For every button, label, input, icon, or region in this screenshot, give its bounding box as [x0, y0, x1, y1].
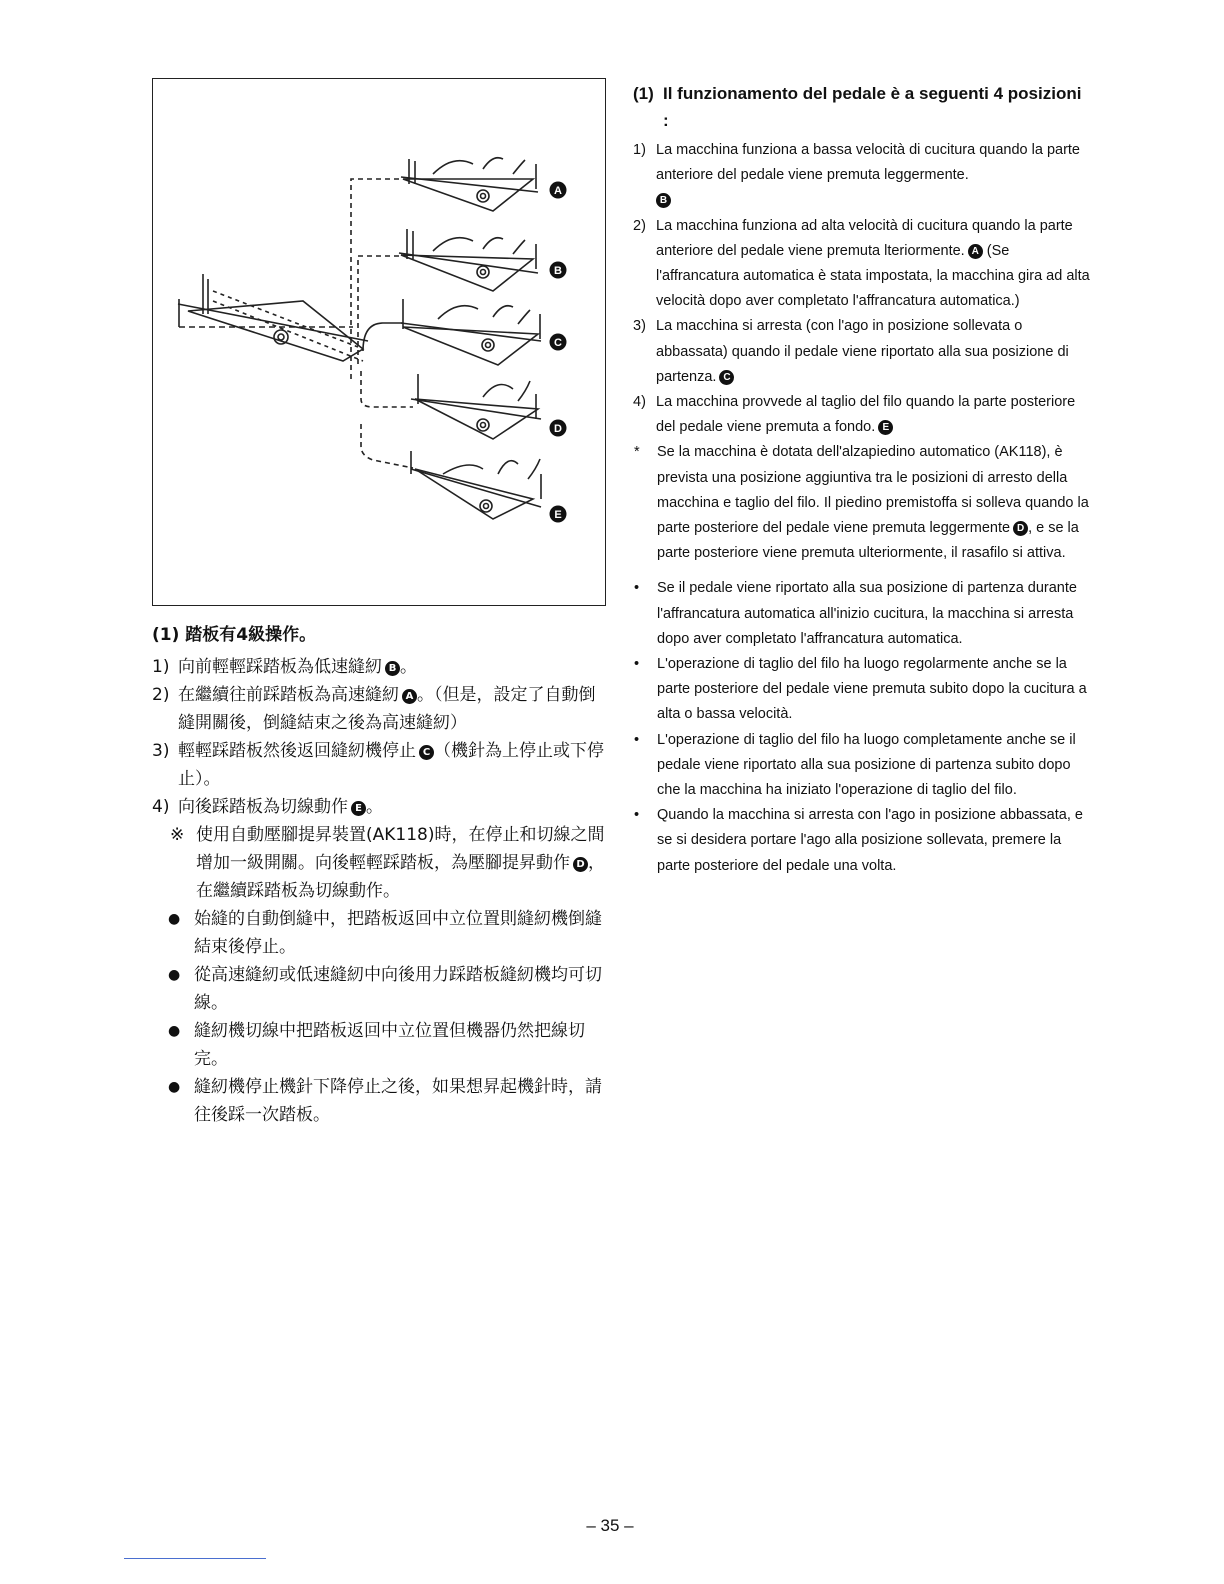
mark-c-icon: C [719, 370, 734, 385]
pedal-position-d [361, 371, 541, 439]
bullet-icon: ● [168, 967, 181, 983]
mark-e-icon: E [351, 801, 366, 816]
zh-heading: (1) 踏板有4級操作。 [152, 625, 317, 645]
footer-divider [124, 1558, 266, 1559]
pedal-position-b [358, 229, 538, 364]
zh-bullet: ● 從高速縫紉或低速縫紉中向後用力踩踏板縫紉機均可切線。 [152, 961, 612, 1017]
zh-bullet: ● 始縫的自動倒縫中，把踏板返回中立位置則縫紉機倒縫結束後停止。 [152, 905, 612, 961]
zh-item-4: 4) 向後踩踏板為切線動作 E 。 [152, 797, 383, 817]
bullet-icon: ● [168, 1079, 181, 1095]
zh-bullet: ● 縫紉機切線中把踏板返回中立位置但機器仍然把線切完。 [152, 1017, 612, 1073]
callout-a [550, 182, 567, 199]
it-star-note: * Se la macchina è dotata dell'alzapiedino automatico (AK118), è prevista una posizione aggiuntiva tra le posizioni di arresto della macchina e taglio del filo. Il piedino premistoffa si solleva quando la parte posteriore del pedale viene premuta leggermente D , e se la parte posteriore viene premuta ulteriormente, il rasafilo si attiva. [634, 444, 1089, 562]
it-bullet: • Se il pedale viene riportato alla sua posizione di partenza durante l'affrancatura automatica all'inizio cucitura, la macchina si arresta dopo aver completato l'affrancatura automatica. [633, 576, 1091, 652]
mark-e-icon: E [878, 420, 893, 435]
it-item-3: 3) La macchina si arresta (con l'ago in posizione sollevata o abbassata) quando il pedale viene riportato alla sua posizione di partenza. C [633, 318, 1069, 385]
it-bullet: • Quando la macchina si arresta con l'ago in posizione abbassata, e se si desidera portare l'ago alla posizione sollevata, premere la parte posteriore del pedale una volta. [633, 803, 1091, 879]
page-number: – 35 – [586, 1516, 634, 1535]
mark-a-icon: A [402, 689, 417, 704]
mark-b-icon: B [656, 193, 671, 208]
zh-note: ※ 使用自動壓腳提昇裝置(AK118)時，在停止和切線之間增加一級開關。向後輕輕踩踏板，為壓腳提昇動作 D ，在繼續踩踏板為切線動作。 [170, 825, 605, 901]
chinese-section [152, 620, 612, 1129]
mark-a-icon: A [968, 244, 983, 259]
italian-section [633, 80, 1091, 879]
bullet-icon: • [634, 807, 640, 824]
it-bullet: • L'operazione di taglio del filo ha luogo regolarmente anche se la parte posteriore del pedale viene premuta subito dopo la cucitura a alta o bassa velocità. [633, 652, 1091, 728]
callout-c-label: C [554, 337, 562, 349]
callout-c [550, 334, 567, 351]
bullet-icon: • [634, 656, 640, 673]
bullet-icon: ● [168, 911, 181, 927]
bullet-icon: ● [168, 1023, 181, 1039]
zh-item-3: 3) 輕輕踩踏板然後返回縫紉機停止 C （機針為上停止或下停止）。 [152, 741, 604, 789]
main-pedal-shape [188, 301, 363, 361]
pedal-diagram [153, 79, 607, 607]
it-item-4: 4) La macchina provvede al taglio del filo quando la parte posteriore del pedale viene premuta a fondo. E [633, 394, 1076, 436]
it-heading: (1) Il funzionamento del pedale è a seguenti 4 posizioni : [633, 84, 1082, 130]
callout-e [550, 506, 567, 523]
it-bullet: • L'operazione di taglio del filo ha luogo completamente anche se il pedale viene riportato alla sua posizione di partenza subito dopo che la macchina ha iniziato l'operazione di taglio del filo. [633, 728, 1091, 804]
mark-d-icon: D [573, 857, 588, 872]
zh-bullet: ● 縫紉機停止機針下降停止之後，如果想昇起機針時，請往後踩一次踏板。 [152, 1073, 612, 1129]
zh-item-1: 1) 向前輕輕踩踏板為低速縫紉 B 。 [152, 657, 417, 677]
it-item-2: 2) La macchina funziona ad alta velocità di cucitura quando la parte anteriore del pedale viene premuta lteriormente. A (Se l'affrancatura automatica è stata impostata, la macchina gira ad alta velocità dopo aver completato l'affrancatura automatica.) [633, 217, 1090, 310]
callout-a-label: A [554, 185, 562, 197]
it-item-1: 1) La macchina funziona a bassa velocità di cucitura quando la parte anteriore del pedale viene premuta leggermente. B [633, 142, 1080, 207]
main-pedal-pivot [274, 330, 288, 344]
callout-d [550, 420, 567, 437]
pedal-position-e [361, 424, 541, 519]
pedal-figure [152, 78, 606, 606]
callout-d-label: D [554, 423, 562, 435]
callout-e-label: E [554, 509, 562, 521]
bullet-icon: • [634, 580, 640, 597]
zh-item-2: 2) 在繼續往前踩踏板為高速縫紉 A 。（但是，設定了自動倒縫開關後，倒縫結束之後為高速縫紉） [152, 685, 596, 733]
mark-b-icon: B [385, 661, 400, 676]
callout-b [550, 262, 567, 279]
mark-c-icon: C [419, 745, 434, 760]
callout-b-label: B [554, 265, 562, 277]
bullet-icon: • [634, 731, 640, 748]
mark-d-icon: D [1013, 521, 1028, 536]
pedal-position-c [363, 299, 541, 365]
